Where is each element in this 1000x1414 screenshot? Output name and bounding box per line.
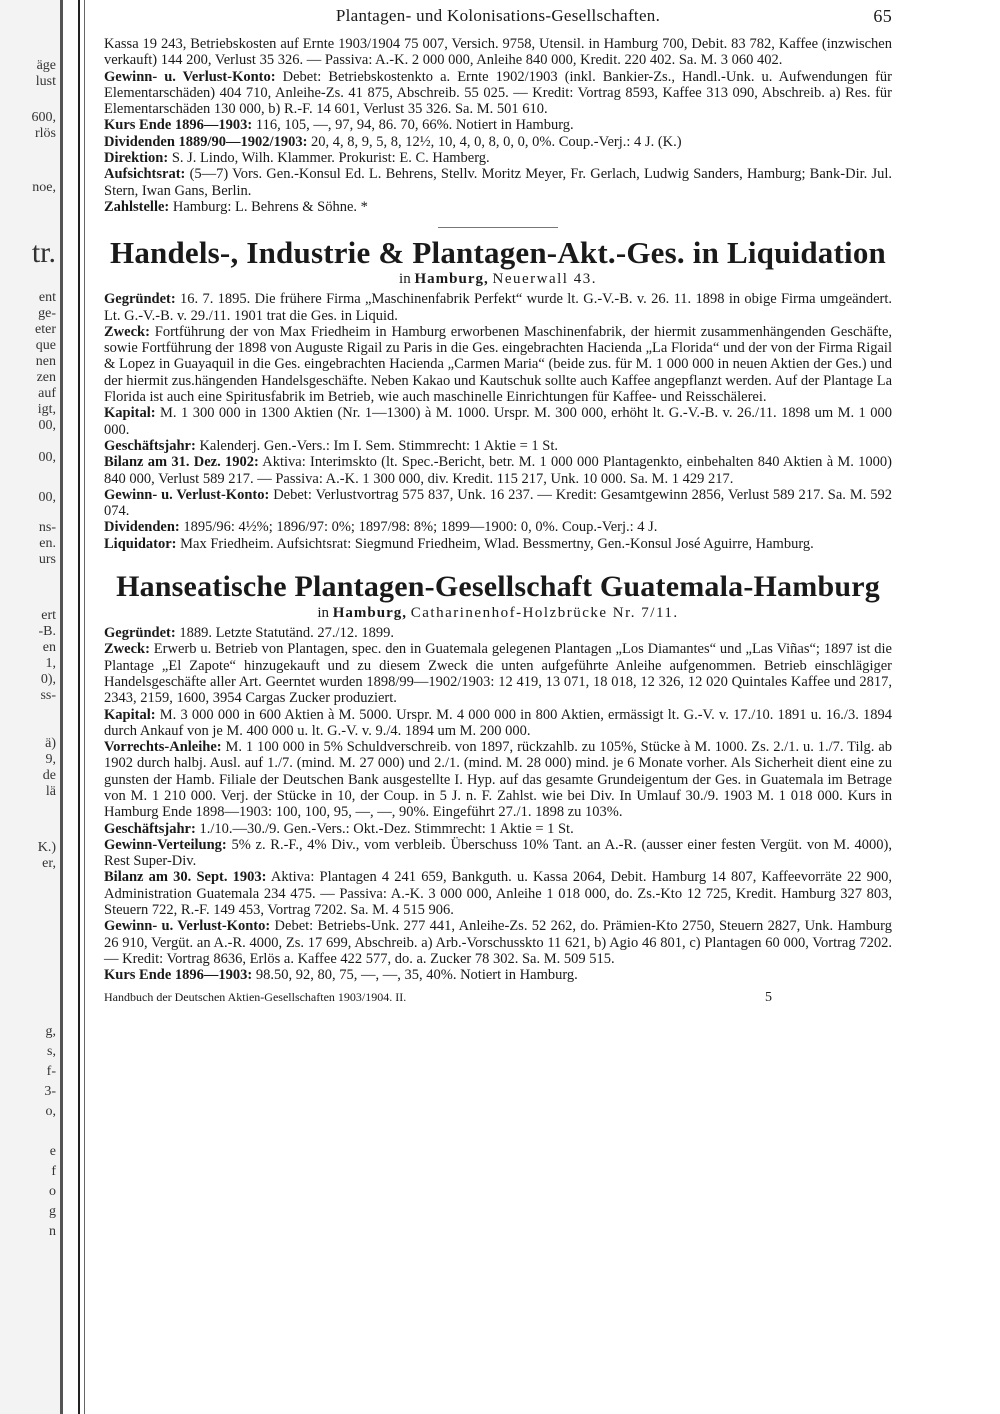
entry-paragraph [104,625,892,641]
entry-text: Debet: Betriebs-Unk. 277 441, Anleihe-Zs. 52 262, do. Prämien-Kto 2750, Steuern 2827, Unk. Hamburg 26 910, Vergüt. an A.-R. 4000, Zs. 17 699, Abschreib. a) Arb.-Vorschusskto 11 621, b) Agio 46 801, c) Plantagen 60 000, Vortrag 7202. — Kredit: Vortrag 8636, Erlös a. Kaffee 422 577, do. a. Zucker 78 302. Sa. M. 509 515. [104,918,893,967]
entry-text: 116, 105, —, 97, 94, 86. 70, 66%. Notiert in Hamburg. [255,117,574,134]
company-title: Handels-, Industrie & Plantagen-Akt.-Ges. in Liquidation [110,235,886,271]
company-location [104,604,892,622]
entry-label: Kapital: [104,405,156,422]
entry-label: Zweck: [104,641,150,658]
entry-paragraph [104,869,892,918]
margin-fragment: lust [35,74,56,89]
previous-entry [104,36,892,215]
entry-text: M. 1 100 000 in 5% Schuldverschreib. von 1897, rückzahlb. zu 105%, Stücke à M. 1000. Zs. 2./1. u. 1./7. Tilg. ab 1902 durch halbj. Ausl. auf 1./7. (mind. M. 27 000) und 2./1. (mind. M. 28 000) mind. je 6 Monate vorher. Als Sicherheit dient eine zu gunsten der Hamb. Filiale der Deutschen Bank ausgestellte I. Hyp. auf das gesamte Grundeigentum der Ges. in Guatemala im Betrage von M. 1 210 000. Verj. der Stücke in 10, der Coup. in 5 J. n. F. Zahlst. wie bei Div. In Umlauf 30./9. 1903 M. 1 018 000. Kurs in Hamburg Ende 1898—1903: 100, 100, 95, —, —, 90%. Eingeführt 27./1. 1898 zu 103%. [104,739,893,821]
entry-label: Kurs Ende 1896—1903: [104,967,253,984]
entry-paragraph [104,199,892,215]
entry-text: 1./10.—30./9. Gen.-Vers.: Okt.-Dez. Stimmrecht: 1 Aktie = 1 St. [199,820,574,837]
entry-label: Kapital: [104,706,156,723]
margin-fragment: ns- [38,520,56,535]
entry-label: Dividenden 1889/90—1902/1903: [104,133,308,150]
margin-fragment: lä [45,784,56,799]
entry-text: Debet: Verlustvortrag 575 837, Unk. 16 237. — Kredit: Gesamtgewinn 2856, Verlust 589 217. Sa. M. 592 074. [104,486,892,520]
entry-paragraph [104,291,892,324]
company-address: Neuerwall 43. [492,271,597,288]
margin-fragment: ge- [38,306,56,321]
entry-paragraph [104,487,892,520]
entry-label: Bilanz am 30. Sept. 1903: [104,869,267,886]
entry-paragraph [104,837,892,870]
entry-text: Debet: Betriebskostenkto a. Ernte 1902/1903 (inkl. Bankier-Zs., Handl.-Unk. u. Aufwendungen für Elementarschäden) 404 710, Anleihe-Zs. 41 875, Abschreib. 55 025. — Kredit: Vortrag 8593, Kaffee 313 090, Abschreib. a) Res. für Elementarschäden 130 000, b) R.-F. 14 601, Verlust 35 326. Sa. M. 501 610. [104,68,892,118]
margin-fragment: 0), [40,672,56,687]
margin-fragment: 3- [44,1084,56,1099]
margin-fragment: 00, [38,450,56,465]
margin-fragment: noe, [32,180,56,195]
entry-label: Gewinn-Verteilung: [104,836,227,853]
entry-text: (5—7) Vors. Gen.-Konsul Ed. L. Behrens, Stellv. Moritz Meyer, Fr. Gerlach, Ludwig Sanders, Hamburg; Bank-Dir. Jul. Stern, Iwan Gans, Berlin. [104,166,893,199]
margin-fragment: n [49,1224,56,1239]
entry-paragraph [104,918,892,967]
entry-label: Geschäftsjahr: [104,437,196,454]
entry-paragraph [104,36,892,69]
footer-title: Handbuch der Deutschen Aktien-Gesellschaften 1903/1904. II. [104,989,407,1004]
margin-fragment: igt, [37,402,56,417]
entry-text: Aktiva: Plantagen 4 241 659, Bankguth. u. Kassa 2064, Debit. Hamburg 14 807, Kaffeevorräte 22 900, Administration Guatemala 234 475. — Passiva: A.-K. 3 000 000, Anleihe 1 018 000, do. Zs.-Kto 12 725, Kredit. Hamburg 327 803, Steuern 722, R.-F. 149 453, Vortrag 7202. Sa. M. 4 515 906. [104,869,892,919]
running-head [104,6,892,36]
entry-label: Kurs Ende 1896—1903: [104,117,253,134]
company-location [104,270,892,288]
entry-text: S. J. Lindo, Wilh. Klammer. Prokurist: E. C. Hamberg. [171,150,490,167]
entry-label: Zweck: [104,323,150,340]
entry-text: M. 3 000 000 in 600 Aktien à M. 5000. Urspr. M. 4 000 000 in 800 Aktien, ermässigt lt. G.-V. v. 17./10. 1891 u. 16./3. 1894 durch Ankauf von je M. 400 000 u. lt. G.-V. v. 9./4. 1894 um M. 200 000. [104,706,892,739]
entry-label: Gewinn- u. Verlust-Konto: [104,486,270,503]
entry-text: 16. 7. 1895. Die frühere Firma „Maschinenfabrik Perfekt“ wurde lt. G.-V.-B. v. 26. 11. 1898 in obige Firma umgeändert. Lt. G.-V.-B. v. 29./11. 1901 trat die Ges. in Liquid. [104,291,892,324]
margin-fragment: f [51,1164,56,1179]
entry-text: 20, 4, 8, 9, 5, 8, 12½, 10, 4, 0, 8, 0, 0, 0%. Coup.-Verj.: 4 J. (K.) [311,133,682,150]
margin-fragment: -B. [38,624,56,639]
entry-paragraph [104,166,892,199]
company-entries [104,291,892,552]
entry-label: Dividenden: [104,519,180,536]
margin-fragment: 00, [38,418,56,433]
margin-fragment: 600, [31,110,56,125]
margin-fragment: que [35,338,56,353]
margin-fragment: K.) [37,840,56,855]
entry-paragraph [104,641,892,706]
company-title: Hanseatische Plantagen-Gesellschaft Guatemala-Hamburg [116,570,880,604]
margin-fragment: en [42,640,56,655]
company-city: Hamburg, [332,605,408,622]
entry-text: Hamburg: L. Behrens & Söhne. * [172,198,368,215]
margin-fragment: g, [45,1024,56,1039]
entry-text: Max Friedheim. Aufsichtsrat: Siegmund Friedheim, Wlad. Bessmertny, Gen.-Konsul José Aguirre, Hamburg. [180,535,814,552]
entry-text: Kalenderj. Gen.-Vers.: Im I. Sem. Stimmrecht: 1 Aktie = 1 St. [199,437,558,454]
entry-label: Zahlstelle: [104,198,170,215]
page-footer [104,990,892,1006]
margin-fragment: 9, [45,752,56,767]
margin-fragment: o, [45,1104,56,1119]
entry-paragraph [104,134,892,150]
margin-fragment: g [49,1204,56,1219]
company-entries [104,625,892,984]
margin-fragment: ss- [40,688,56,703]
margin-fragment: ent [38,290,56,305]
entry-paragraph [104,438,892,454]
entry-paragraph [104,967,892,983]
margin-fragment: äge [36,58,56,73]
entry-label: Direktion: [104,150,169,167]
entry-text: 5% z. R.-F., 4% Div., vom verbleib. Überschuss 10% Tant. an A.-R. (ausser einer festen Vergüt. von M. 4000), Rest Super-Div. [104,836,893,870]
margin-fragment: er, [42,856,56,871]
company-city: Hamburg, [414,271,489,288]
signature-mark: 5 [765,989,772,1005]
entry-paragraph [104,536,892,552]
entry-label: Vorrechts-Anleihe: [104,739,222,756]
entry-text: Aktiva: Interimskto (lt. Spec.-Bericht, betr. M. 1 000 000 Plantagenkto, einbehalten 840 Aktien à M. 1000) 840 000, Verlust 589 217. — Passiva: A.-K. 1 300 000, div. Kredit. 115 217, Unk. 10 000. Sa. M. 1 429 217. [104,454,893,487]
margin-fragment: e [49,1144,56,1159]
location-prefix: in [317,605,329,622]
margin-fragment: s, [47,1044,56,1059]
margin-fragment: urs [38,552,56,567]
adjacent-page-margin [0,0,63,1414]
page-number: 65 [873,6,892,26]
entry-paragraph [104,739,892,820]
margin-fragment: 1, [45,656,56,671]
margin-fragment: zen [36,370,56,385]
page-content [104,6,892,1006]
margin-fragment: tr. [31,236,56,269]
company-address: Catharinenhof-Holzbrücke Nr. 7/11. [410,605,679,622]
entry-label: Geschäftsjahr: [104,820,196,837]
entry-label: Gewinn- u. Verlust-Konto: [104,918,271,935]
entry-text: 98.50, 92, 80, 75, —, —, 35, 40%. Notiert in Hamburg. [255,967,578,984]
margin-fragment: ä) [45,736,56,751]
margin-fragment: rlös [35,126,56,141]
entry-label: Liquidator: [104,535,177,552]
running-head-title: Plantagen- und Kolonisations-Gesellschaften. [335,6,661,25]
entry-text: Fortführung der von Max Friedheim in Hamburg erworbenen Maschinenfabrik, der hiermit zusammenhängenden Geschäfte, sowie Fortführung der 1898 von Auguste Rigail zu Paris in die Ges. eingebrachten Hacienda „La Florida“ und der von der Firma Rigail & Lopez in Guayaquil in die Ges. eingebrachten Hacienda „Carmen Maria“ (beide zus. für M. 1 000 000 in neuen Aktien der Ges.) und der hiermit zus.hängenden Handelsgeschäfte. Neben Kakao und Kautschuk sollte auch Kaffee angepflanzt werden. Auf der Plantage La Florida ist auch eine Spiritusfabrik im Betrieb, wie auch maschinelle Einrichtungen für Kaffee- und Reisschälerei. [104,323,893,406]
margin-fragment: f- [46,1064,56,1079]
entry-paragraph [104,519,892,535]
entry-paragraph [104,821,892,837]
margin-fragment: auf [38,386,56,401]
location-prefix: in [399,271,411,288]
margin-fragment: 00, [38,490,56,505]
entry-label: Bilanz am 31. Dez. 1902: [104,454,259,471]
margin-fragment: de [42,768,56,783]
entry-paragraph [104,324,892,405]
entry-label: Gewinn- u. Verlust-Konto: [104,68,276,85]
margin-fragment: nen [35,354,56,369]
entry-text: 1889. Letzte Statutänd. 27./12. 1899. [179,625,394,642]
entry-label: Gegründet: [104,291,176,308]
margin-fragment: en. [39,536,56,551]
entry-text: M. 1 300 000 in 1300 Aktien (Nr. 1—1300) à M. 1000. Urspr. M. 300 000, erhöht lt. G.-V.-B. v. 26./11. 1898 um M. 1 000 000. [104,405,892,438]
entry-text: 1895/96: 4½%; 1896/97: 0%; 1897/98: 8%; 1899—1900: 0, 0%. Coup.-Verj.: 4 J. [183,519,658,536]
entry-paragraph [104,707,892,740]
entry-paragraph [104,117,892,133]
entry-label: Aufsichtsrat: [104,166,186,183]
entry-paragraph [104,454,892,487]
entry-paragraph [104,69,892,118]
margin-fragment: eter [35,322,56,337]
section-divider [438,227,558,228]
margin-fragment: o [49,1184,56,1199]
entry-paragraph [104,150,892,166]
entry-text: Kassa 19 243, Betriebskosten auf Ernte 1903/1904 75 007, Versich. 9758, Utensil. in Hamburg 700, Debit. 83 782, Kaffee (inzwischen verkauft) 144 200, Verlust 35 326. — Passiva: A.-K. 2 000 000, Anleihe 840 000, Kredit. 220 402. Sa. M. 3 060 402. [104,36,892,69]
margin-fragment: ert [41,608,56,623]
entry-label: Gegründet: [104,625,176,642]
entry-paragraph [104,405,892,438]
entry-text: Erwerb u. Betrieb von Plantagen, spec. den in Guatemala gelegenen Plantagen „Los Diamantes“ und „Las Viñas“; 1897 ist die Plantage „El Zapote“ hinzugekauft und zu diesem Zweck die unten aufgeführte Anleihe aufgenommen. Betrieb einschlägiger Handelsgeschäfte aller Art. Geerntet wurden 1898/99—1902/1903: 12 419, 13 071, 18 018, 12 326, 12 020 Quintales Kaffee und 2817, 2343, 2159, 1600, 3954 Cargas Zucker produziert. [104,641,892,707]
